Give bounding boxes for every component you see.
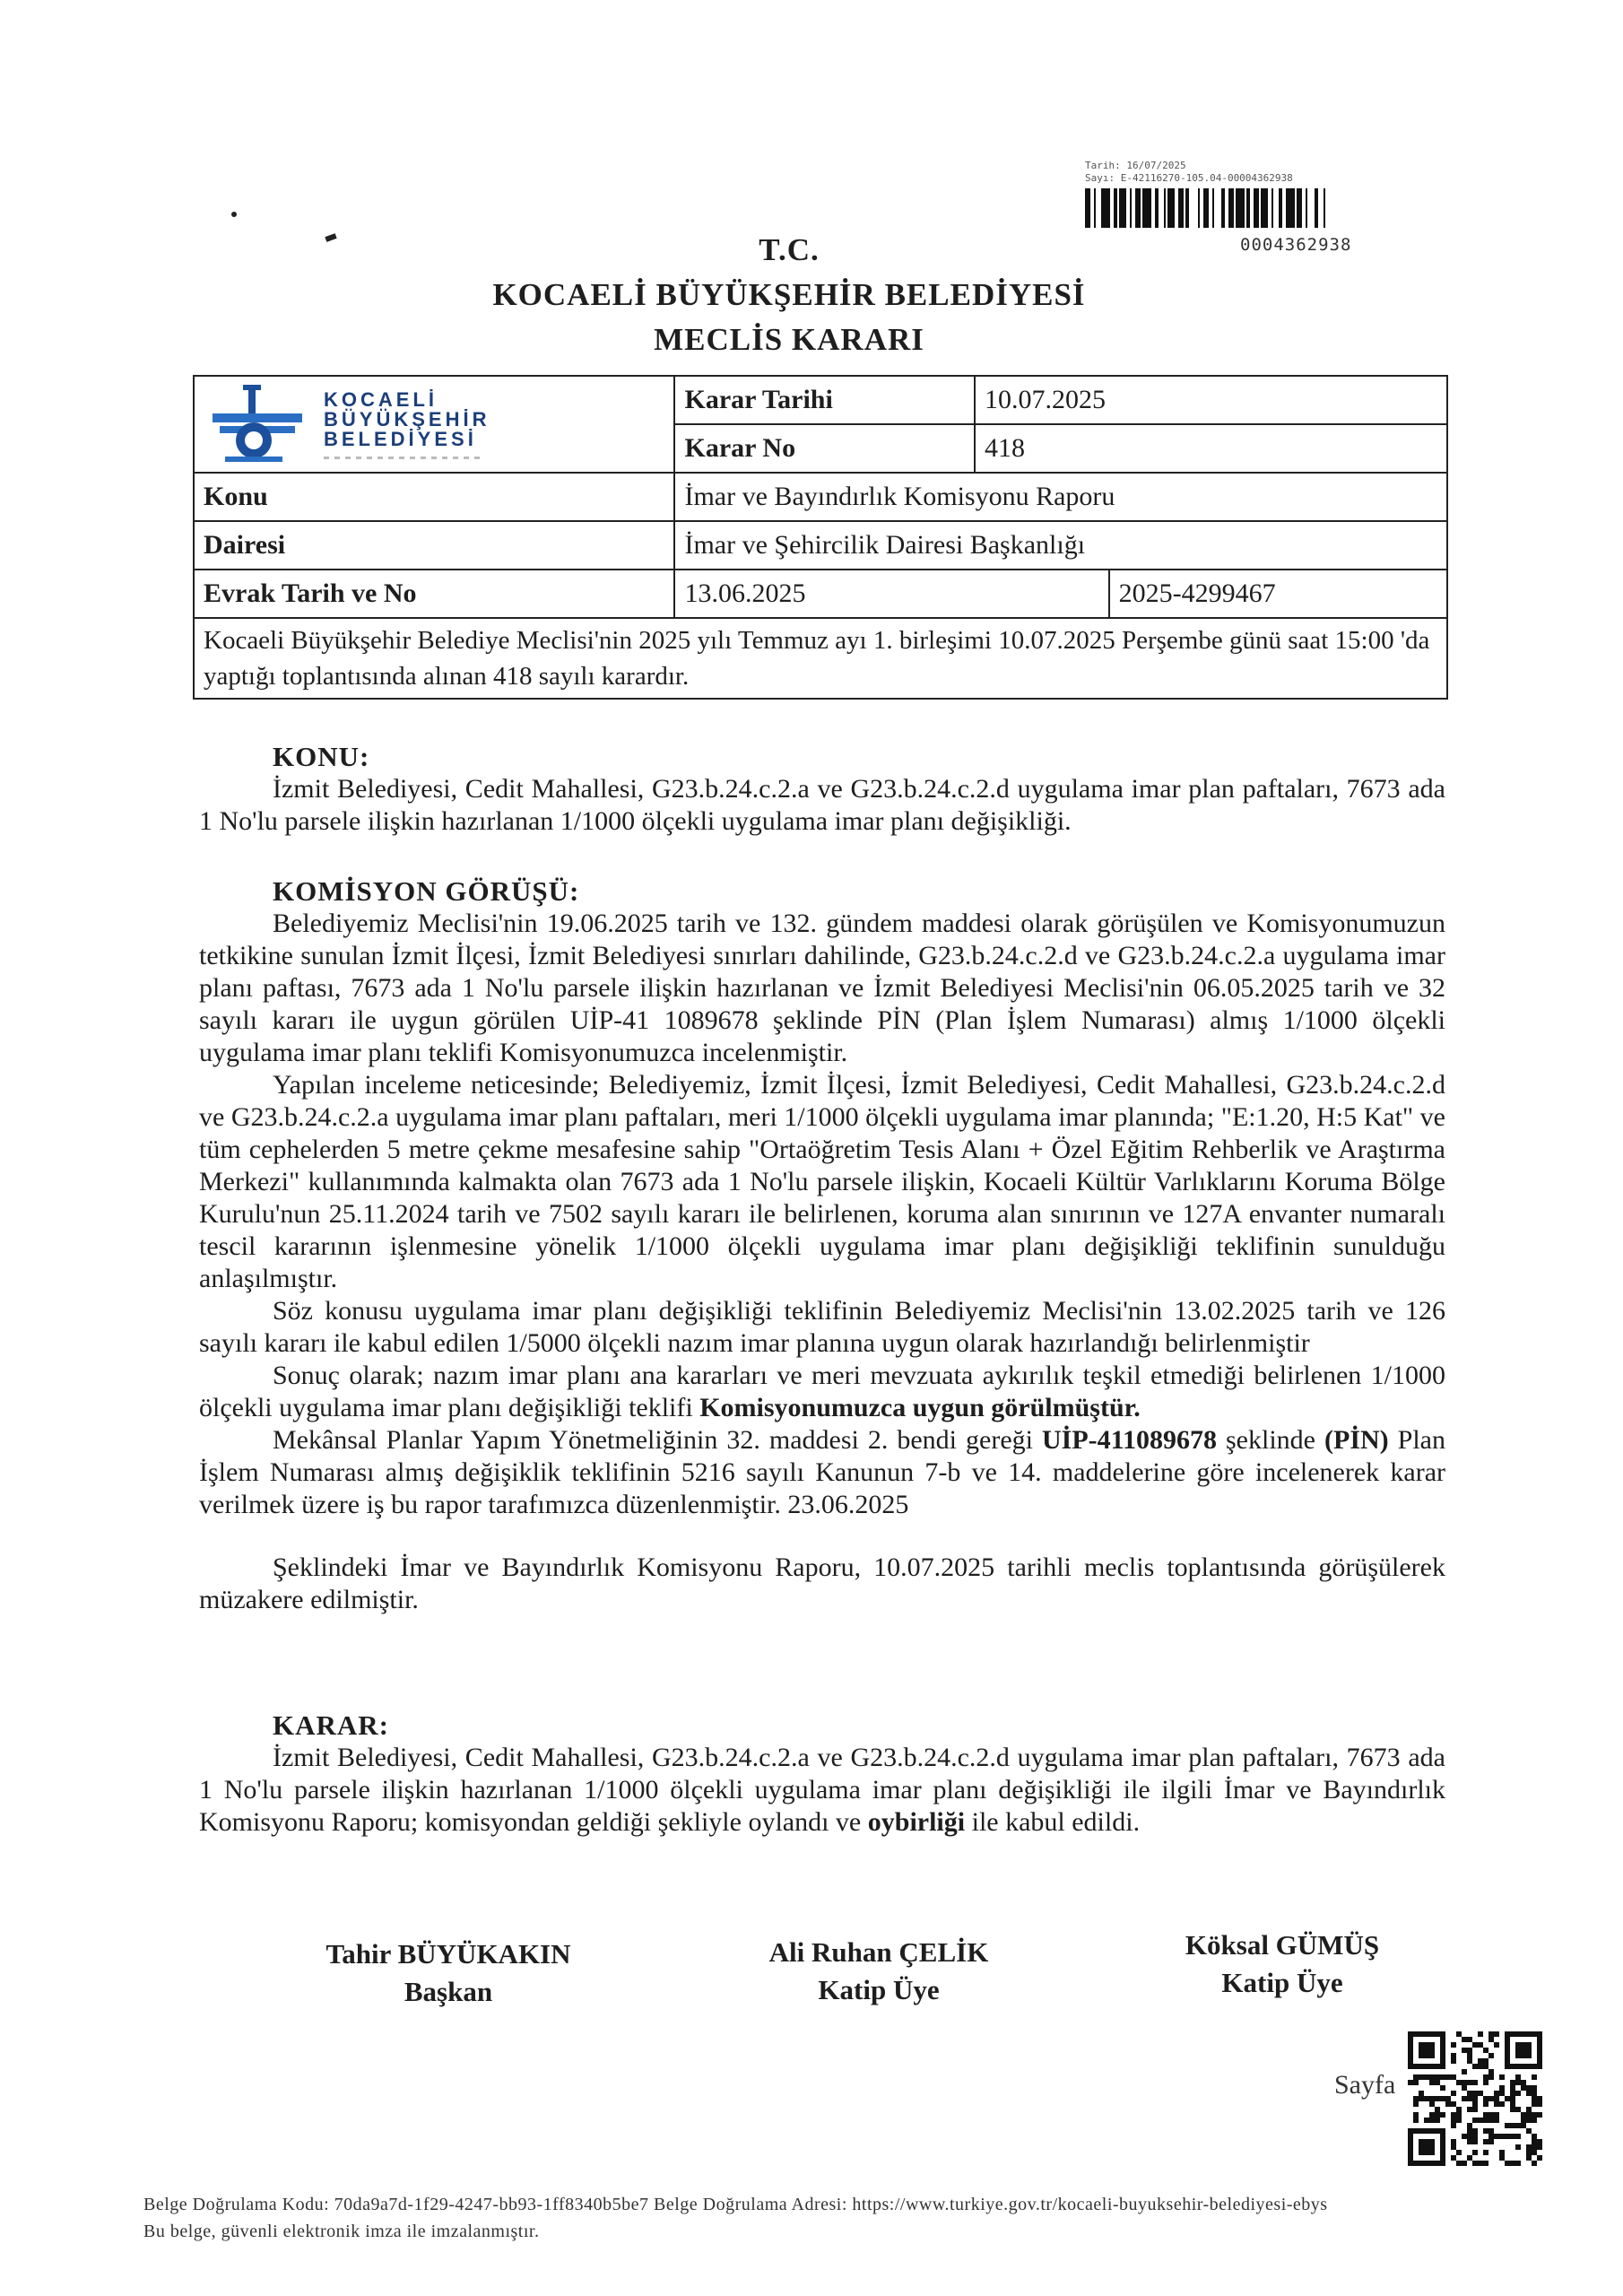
barcode-bar bbox=[1189, 188, 1198, 228]
qr-module bbox=[1532, 2112, 1537, 2118]
qr-module bbox=[1462, 2080, 1467, 2085]
qr-module bbox=[1451, 2101, 1456, 2107]
qr-module bbox=[1488, 2074, 1494, 2080]
karar-oybirligi: oybirliği bbox=[867, 1807, 966, 1837]
qr-module bbox=[1532, 2085, 1537, 2091]
qr-module bbox=[1456, 2107, 1462, 2112]
qr-module bbox=[1494, 2091, 1499, 2096]
qr-module bbox=[1499, 2134, 1505, 2139]
qr-module bbox=[1505, 2161, 1510, 2166]
qr-module bbox=[1451, 2053, 1456, 2058]
qr-module bbox=[1467, 2053, 1472, 2058]
qr-module bbox=[1472, 2091, 1478, 2096]
qr-module bbox=[1413, 2101, 1419, 2107]
qr-module bbox=[1526, 2128, 1532, 2134]
qr-module bbox=[1515, 2123, 1521, 2128]
qr-module bbox=[1515, 2107, 1521, 2112]
scan-mark bbox=[325, 233, 336, 242]
qr-module bbox=[1467, 2058, 1472, 2064]
komisyon-title: KOMİSYON GÖRÜŞÜ: bbox=[273, 875, 580, 907]
qr-module bbox=[1494, 2101, 1499, 2107]
qr-module bbox=[1429, 2101, 1435, 2107]
qr-module bbox=[1424, 2074, 1429, 2080]
qr-module bbox=[1532, 2074, 1537, 2080]
qr-module bbox=[1526, 2155, 1532, 2161]
qr-module bbox=[1472, 2042, 1478, 2048]
qr-module bbox=[1532, 2134, 1537, 2139]
qr-code-icon bbox=[1408, 2031, 1542, 2166]
qr-module bbox=[1419, 2139, 1435, 2155]
qr-module bbox=[1451, 2139, 1456, 2144]
qr-module bbox=[1435, 2107, 1440, 2112]
qr-module bbox=[1472, 2150, 1478, 2155]
qr-module bbox=[1515, 2080, 1521, 2085]
qr-module bbox=[1526, 2085, 1532, 2091]
qr-module bbox=[1515, 2042, 1532, 2058]
qr-module bbox=[1467, 2134, 1472, 2139]
qr-module bbox=[1478, 2058, 1483, 2064]
qr-module bbox=[1537, 2155, 1542, 2161]
qr-module bbox=[1451, 2155, 1456, 2161]
qr-module bbox=[1467, 2080, 1472, 2085]
heading-tc: T.C. bbox=[759, 232, 820, 267]
qr-module bbox=[1483, 2128, 1488, 2134]
document-heading bbox=[448, 228, 1130, 362]
qr-module bbox=[1467, 2123, 1472, 2128]
qr-module bbox=[1483, 2080, 1488, 2085]
qr-module bbox=[1526, 2118, 1532, 2123]
qr-module bbox=[1451, 2042, 1456, 2048]
qr-module bbox=[1483, 2048, 1488, 2053]
qr-module bbox=[1488, 2031, 1494, 2037]
qr-module bbox=[1537, 2112, 1542, 2118]
qr-module bbox=[1429, 2096, 1435, 2101]
dairesi-value: İmar ve Şehircilik Dairesi Başkanlığı bbox=[674, 521, 1447, 570]
barcode-bar bbox=[1119, 188, 1126, 228]
decision-info-table bbox=[193, 375, 1448, 700]
qr-module bbox=[1510, 2085, 1515, 2091]
qr-module bbox=[1526, 2144, 1532, 2150]
qr-module bbox=[1526, 2107, 1532, 2112]
qr-module bbox=[1488, 2118, 1494, 2123]
karar-section bbox=[199, 1709, 1445, 1839]
qr-module bbox=[1537, 2139, 1542, 2144]
qr-module bbox=[1488, 2069, 1494, 2074]
qr-module bbox=[1521, 2085, 1526, 2091]
qr-module bbox=[1445, 2101, 1451, 2107]
decision-intro: Kocaeli Büyükşehir Belediye Meclisi'nin 2025 yılı Temmuz ayı 1. birleşimi 10.07.2025 Perşembe günü saat 15:00 'da yaptığı toplantısında alınan 418 sayılı karardır. bbox=[194, 618, 1447, 699]
qr-module bbox=[1451, 2144, 1456, 2150]
qr-module bbox=[1451, 2112, 1456, 2118]
barcode-bar bbox=[1214, 188, 1221, 228]
qr-module bbox=[1451, 2123, 1456, 2128]
konu-title: KONU: bbox=[273, 741, 370, 772]
qr-module bbox=[1472, 2096, 1478, 2101]
qr-module bbox=[1472, 2139, 1478, 2144]
qr-module bbox=[1521, 2118, 1526, 2123]
qr-module bbox=[1483, 2112, 1488, 2118]
qr-module bbox=[1483, 2150, 1488, 2155]
qr-module bbox=[1499, 2155, 1505, 2161]
qr-module bbox=[1419, 2096, 1424, 2101]
heading-doc-type: MECLİS KARARI bbox=[654, 322, 924, 357]
evrak-label: Evrak Tarih ve No bbox=[194, 570, 674, 618]
logo-line-1: KOCAELİ bbox=[324, 387, 438, 411]
heading-institution: KOCAELİ BÜYÜKŞEHİR BELEDİYESİ bbox=[492, 277, 1086, 312]
qr-module bbox=[1488, 2096, 1494, 2101]
qr-module bbox=[1440, 2112, 1445, 2118]
signature-name: Tahir BÜYÜKAKIN bbox=[325, 1938, 571, 1970]
qr-module bbox=[1456, 2161, 1462, 2166]
qr-module bbox=[1478, 2042, 1483, 2048]
qr-module bbox=[1424, 2096, 1429, 2101]
komisyon-p5-text-c: şeklinde bbox=[1217, 1425, 1324, 1455]
karar-no-value: 418 bbox=[975, 424, 1447, 473]
qr-module bbox=[1510, 2101, 1515, 2107]
signature-katip-1 bbox=[690, 1934, 1067, 2009]
qr-module bbox=[1532, 2150, 1537, 2155]
qr-module bbox=[1462, 2037, 1467, 2042]
logo-line-2: BÜYÜKŞEHİR bbox=[324, 407, 490, 430]
qr-module bbox=[1413, 2096, 1419, 2101]
qr-module bbox=[1483, 2096, 1488, 2101]
qr-module bbox=[1521, 2080, 1526, 2085]
barcode-bar bbox=[1236, 188, 1245, 228]
konu-value: İmar ve Bayındırlık Komisyonu Raporu bbox=[674, 473, 1447, 521]
qr-module bbox=[1445, 2074, 1451, 2080]
qr-module bbox=[1515, 2091, 1521, 2096]
qr-module bbox=[1521, 2123, 1526, 2128]
komisyon-p5 bbox=[199, 1424, 1445, 1521]
qr-module bbox=[1451, 2074, 1456, 2080]
qr-module bbox=[1532, 2101, 1537, 2107]
qr-module bbox=[1456, 2031, 1462, 2037]
qr-module bbox=[1472, 2107, 1478, 2112]
qr-module bbox=[1462, 2085, 1467, 2091]
qr-module bbox=[1440, 2096, 1445, 2101]
qr-module bbox=[1488, 2128, 1494, 2134]
karar-text-c: ile kabul edildi. bbox=[965, 1807, 1141, 1837]
stamp-sayi: Sayı: E-42116270-105.04-00004362938 bbox=[1085, 172, 1293, 184]
qr-module bbox=[1532, 2096, 1537, 2101]
qr-module bbox=[1537, 2101, 1542, 2107]
qr-module bbox=[1510, 2134, 1515, 2139]
komisyon-p5-text-e: Plan İşlem Numarası almış değişiklik teklifinin 5216 sayılı Kanunun 7-b ve 14. maddelerine göre incelenerek karar verilmek üzere iş bu rapor tarafımızca düzenlenmiştir. 23.06.2025 bbox=[199, 1425, 1445, 1519]
qr-module bbox=[1435, 2074, 1440, 2080]
qr-module bbox=[1467, 2091, 1472, 2096]
barcode-bar bbox=[1142, 188, 1151, 228]
qr-module bbox=[1532, 2091, 1537, 2096]
qr-module bbox=[1472, 2161, 1478, 2166]
qr-module bbox=[1462, 2134, 1467, 2139]
qr-module bbox=[1456, 2080, 1462, 2085]
karar-tarihi-label: Karar Tarihi bbox=[674, 376, 974, 424]
komisyon-p4-text: Sonuç olarak; nazım imar planı ana kararları ve meri mevzuata aykırılık teşkil etmediği belirlenen 1/1000 ölçekli uygulama imar planı değişikliği teklifi bbox=[199, 1361, 1445, 1422]
qr-module bbox=[1451, 2091, 1456, 2096]
qr-module bbox=[1435, 2096, 1440, 2101]
komisyon-p4 bbox=[199, 1360, 1445, 1424]
qr-module bbox=[1532, 2161, 1537, 2166]
komisyon-p1: Belediyemiz Meclisi'nin 19.06.2025 tarih ve 132. gündem maddesi olarak görüşülen ve Komisyonumuzun tetkikine sunulan İzmit İlçesi, İzmit Belediyesi sınırları dahilinde, G23.b.24.c.2.d ve G23.b.24.c.2.a uygulama imar planı paftası, 7673 ada 1 No'lu parsele ilişkin hazırlanan ve İzmit Belediyesi Meclisi'nin 06.05.2025 tarih ve 32 sayılı kararı ile uygun görülen UİP-41 1089678 şeklinde PİN (Plan İşlem Numarası) almış 1/1000 ölçekli uygulama imar planı teklifi Komisyonumuzca incelenmiştir. bbox=[199, 909, 1445, 1067]
qr-module bbox=[1472, 2134, 1478, 2139]
komisyon-p4-bold: Komisyonumuzca uygun görülmüştür. bbox=[699, 1393, 1141, 1422]
qr-module bbox=[1467, 2048, 1472, 2053]
qr-module bbox=[1456, 2112, 1462, 2118]
barcode-bar bbox=[1261, 188, 1268, 228]
qr-module bbox=[1521, 2112, 1526, 2118]
qr-module bbox=[1494, 2112, 1499, 2118]
karar-tarihi-value: 10.07.2025 bbox=[975, 376, 1447, 424]
komisyon-p3: Söz konusu uygulama imar planı değişikliği teklifinin Belediyemiz Meclisi'nin 13.02.2025 tarih ve 126 sayılı kararı ile kabul edilen 1/5000 ölçekli nazım imar planına uygun olarak hazırlandığı belirlenmiştir bbox=[199, 1296, 1445, 1358]
barcode bbox=[1085, 188, 1480, 228]
qr-module bbox=[1499, 2150, 1505, 2155]
qr-module bbox=[1494, 2118, 1499, 2123]
qr-module bbox=[1462, 2048, 1467, 2053]
qr-module bbox=[1467, 2155, 1472, 2161]
qr-module bbox=[1429, 2112, 1435, 2118]
qr-module bbox=[1499, 2091, 1505, 2096]
qr-module bbox=[1413, 2080, 1419, 2085]
qr-module bbox=[1505, 2096, 1510, 2101]
qr-module bbox=[1445, 2096, 1451, 2101]
qr-module bbox=[1478, 2091, 1483, 2096]
qr-module bbox=[1532, 2144, 1537, 2150]
qr-module bbox=[1472, 2128, 1478, 2134]
qr-module bbox=[1532, 2139, 1537, 2144]
qr-module bbox=[1467, 2096, 1472, 2101]
komisyon-p5-pin-label: (PİN) bbox=[1324, 1425, 1389, 1455]
qr-module bbox=[1505, 2123, 1510, 2128]
qr-module bbox=[1510, 2091, 1515, 2096]
qr-module bbox=[1429, 2080, 1435, 2085]
qr-module bbox=[1537, 2144, 1542, 2150]
karar-no-label: Karar No bbox=[674, 424, 974, 473]
qr-module bbox=[1488, 2134, 1494, 2139]
karar-title: KARAR: bbox=[273, 1709, 389, 1741]
stamp-tarih: Tarih: 16/07/2025 bbox=[1085, 160, 1186, 171]
signature-role: Katip Üye bbox=[1221, 1967, 1343, 1998]
signature-name: Ali Ruhan ÇELİK bbox=[768, 1936, 989, 1968]
qr-module bbox=[1483, 2064, 1488, 2069]
qr-module bbox=[1494, 2031, 1499, 2037]
evrak-no-value: 2025-4299467 bbox=[1109, 570, 1447, 618]
konu-text: İzmit Belediyesi, Cedit Mahallesi, G23.b.24.c.2.a ve G23.b.24.c.2.d uygulama imar plan paftaları, 7673 ada 1 No'lu parsele ilişkin hazırlanan 1/1000 ölçekli uygulama imar planı değişikliği. bbox=[199, 774, 1445, 836]
dairesi-label: Dairesi bbox=[194, 521, 674, 570]
qr-module bbox=[1510, 2096, 1515, 2101]
qr-module bbox=[1413, 2112, 1419, 2118]
barcode-bar bbox=[1286, 188, 1295, 228]
qr-module bbox=[1413, 2118, 1419, 2123]
qr-module bbox=[1413, 2074, 1419, 2080]
qr-module bbox=[1440, 2085, 1445, 2091]
qr-module bbox=[1494, 2042, 1499, 2048]
qr-module bbox=[1478, 2118, 1483, 2123]
qr-module bbox=[1515, 2144, 1521, 2150]
qr-module bbox=[1478, 2064, 1483, 2069]
komisyon-section bbox=[199, 875, 1445, 1616]
qr-module bbox=[1472, 2118, 1478, 2123]
qr-module bbox=[1488, 2139, 1494, 2144]
qr-module bbox=[1478, 2161, 1483, 2166]
komisyon-p6: Şeklindeki İmar ve Bayındırlık Komisyonu Raporu, 10.07.2025 tarihli meclis toplantısında görüşülerek müzakere edilmiştir. bbox=[199, 1552, 1445, 1614]
qr-module bbox=[1494, 2134, 1499, 2139]
qr-module bbox=[1510, 2161, 1515, 2166]
barcode-bar bbox=[1167, 188, 1175, 228]
signature-name: Köksal GÜMÜŞ bbox=[1185, 1929, 1380, 1961]
karar-text bbox=[199, 1742, 1445, 1839]
logo-cell bbox=[194, 376, 674, 473]
qr-module bbox=[1488, 2112, 1494, 2118]
qr-module bbox=[1472, 2064, 1478, 2069]
qr-module bbox=[1510, 2123, 1515, 2128]
qr-module bbox=[1532, 2118, 1537, 2123]
logo-sub-line bbox=[324, 457, 485, 459]
qr-module bbox=[1451, 2118, 1456, 2123]
qr-module bbox=[1483, 2058, 1488, 2064]
qr-module bbox=[1429, 2118, 1435, 2123]
qr-module bbox=[1488, 2037, 1494, 2042]
qr-module bbox=[1424, 2118, 1429, 2123]
qr-module bbox=[1505, 2134, 1510, 2139]
komisyon-p2: Yapılan inceleme neticesinde; Belediyemiz, İzmit İlçesi, İzmit Belediyesi, Cedit Mahallesi, G23.b.24.c.2.d ve G23.b.24.c.2.a uygulama imar planı paftaları, meri 1/1000 ölçekli uygulama imar planında; "E:1.20, H:5 Kat" ve tüm cephelerden 5 metre çekme mesafesine sahip "Ortaöğretim Tesis Alanı + Özel Eğitim Rehberlik ve Araştırma Merkezi" kullanımında kalmakta olan 7673 ada 1 No'lu parsele ilişkin, Kocaeli Kültür Varlıklarını Koruma Bölge Kurulu'nun 25.11.2024 tarih ve 7502 sayılı kararı ile belirlenen, koruma alan sınırının ve 127A envanter numaralı tescil kararının işlenmesine yönelik 1/1000 ölçekli uygulama imar planı değişikliği teklifinin sunulduğu anlaşılmıştır. bbox=[199, 1070, 1445, 1293]
qr-module bbox=[1526, 2112, 1532, 2118]
qr-module bbox=[1494, 2096, 1499, 2101]
municipality-logo-icon bbox=[204, 381, 311, 467]
qr-module bbox=[1483, 2118, 1488, 2123]
signature-katip-2 bbox=[1094, 1926, 1471, 2002]
evrak-tarih-value: 13.06.2025 bbox=[674, 570, 1108, 618]
qr-module bbox=[1510, 2080, 1515, 2085]
qr-module bbox=[1435, 2112, 1440, 2118]
qr-module bbox=[1526, 2150, 1532, 2155]
qr-module bbox=[1467, 2107, 1472, 2112]
qr-module bbox=[1467, 2128, 1472, 2134]
qr-module bbox=[1483, 2101, 1488, 2107]
karar-text-a: İzmit Belediyesi, Cedit Mahallesi, G23.b.24.c.2.a ve G23.b.24.c.2.d uygulama imar plan paftaları, 7673 ada 1 No'lu parsele ilişkin hazırlanan 1/1000 ölçekli uygulama imar planı değişikliği ile ilgili İmar ve Bayındırlık Komisyonu Raporu; komisyondan geldiği şekliyle oylandı ve bbox=[199, 1743, 1445, 1837]
barcode-bar bbox=[1101, 188, 1110, 228]
qr-module bbox=[1483, 2161, 1488, 2166]
verification-code-line: Belge Doğrulama Kodu: 70da9a7d-1f29-4247-bb93-1ff8340b5be7 Belge Doğrulama Adresi: https://www.turkiye.gov.tr/kocaeli-buyuksehir-belediyesi-ebys bbox=[143, 2195, 1328, 2214]
scan-dot bbox=[231, 212, 237, 217]
qr-module bbox=[1537, 2096, 1542, 2101]
e-signature-note: Bu belge, güvenli elektronik imza ile imzalanmıştır. bbox=[143, 2222, 540, 2241]
qr-module bbox=[1451, 2058, 1456, 2064]
qr-module bbox=[1483, 2074, 1488, 2080]
qr-module bbox=[1456, 2150, 1462, 2155]
qr-module bbox=[1483, 2139, 1488, 2144]
qr-module bbox=[1408, 2080, 1413, 2085]
qr-module bbox=[1526, 2091, 1532, 2096]
qr-module bbox=[1467, 2037, 1472, 2042]
qr-module bbox=[1472, 2101, 1478, 2107]
barcode-bar bbox=[1325, 188, 1329, 228]
signature-baskan bbox=[260, 1935, 637, 2011]
qr-module bbox=[1419, 2091, 1424, 2096]
qr-module bbox=[1472, 2080, 1478, 2085]
qr-module bbox=[1499, 2085, 1505, 2091]
qr-module bbox=[1456, 2118, 1462, 2123]
konu-label: Konu bbox=[194, 473, 674, 521]
qr-module bbox=[1467, 2139, 1472, 2144]
komisyon-p5-pin: UİP-411089678 bbox=[1042, 1425, 1217, 1455]
signature-role: Başkan bbox=[404, 1976, 493, 2007]
qr-module bbox=[1462, 2069, 1467, 2074]
qr-module bbox=[1435, 2118, 1440, 2123]
qr-module bbox=[1462, 2161, 1467, 2166]
qr-module bbox=[1440, 2074, 1445, 2080]
qr-module bbox=[1478, 2031, 1483, 2037]
qr-module bbox=[1435, 2080, 1440, 2085]
qr-module bbox=[1515, 2074, 1521, 2080]
barcode-bar bbox=[1307, 188, 1315, 228]
qr-module bbox=[1488, 2053, 1494, 2058]
qr-module bbox=[1499, 2074, 1505, 2080]
signature-role: Katip Üye bbox=[818, 1974, 940, 2005]
qr-module bbox=[1510, 2107, 1515, 2112]
qr-module bbox=[1419, 2074, 1424, 2080]
qr-module bbox=[1462, 2096, 1467, 2101]
barcode-number: 0004362938 bbox=[1240, 235, 1352, 255]
qr-module bbox=[1419, 2042, 1435, 2058]
qr-module bbox=[1515, 2161, 1521, 2166]
page-label: Sayfa bbox=[1334, 2070, 1396, 2100]
komisyon-p5-text-a: Mekânsal Planlar Yapım Yönetmeliğinin 32. maddesi 2. bendi gereği bbox=[273, 1425, 1042, 1455]
qr-module bbox=[1499, 2101, 1505, 2107]
konu-section bbox=[199, 741, 1445, 838]
qr-module bbox=[1429, 2074, 1435, 2080]
qr-module bbox=[1515, 2134, 1521, 2139]
logo-line-3: BELEDİYESİ bbox=[324, 427, 477, 450]
